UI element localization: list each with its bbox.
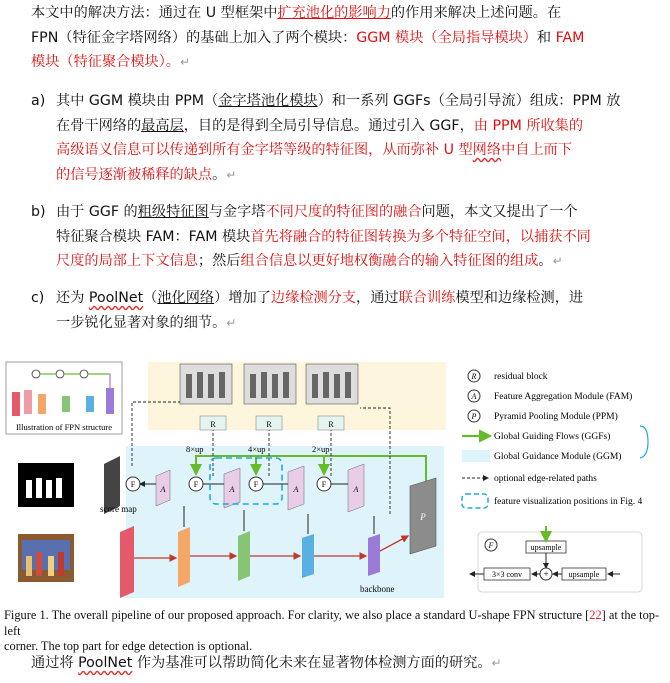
return-mark: ↵ <box>179 55 191 70</box>
fpn-illustration <box>6 362 122 434</box>
pipeline-figure <box>0 346 670 608</box>
fpn-caption: Illustration of FPN structure <box>15 422 113 432</box>
ggm-panel <box>126 446 444 598</box>
svg-text:Global Guidance Module (GGM): Global Guidance Module (GGM) <box>494 452 622 462</box>
svg-text:A: A <box>471 392 477 401</box>
svg-text:F: F <box>321 480 327 489</box>
item-b-label: b) <box>31 204 46 220</box>
item-a-label: a) <box>31 93 46 109</box>
svg-text:R: R <box>471 372 477 381</box>
up2-label: 2×up <box>312 444 330 454</box>
figure-caption: Figure 1. The overall pipeline of our proposed approach. For clarity, we also place a standard U-shape FPN structure [22] at the top-left corner. The top part for edge detection is optional. <box>4 608 660 653</box>
up8-label: 8×up <box>186 444 204 454</box>
svg-text:Pyramid Pooling Module (PPM): Pyramid Pooling Module (PPM) <box>494 412 618 422</box>
item-c-label: c) <box>31 290 45 306</box>
backbone-label: backbone <box>360 584 395 594</box>
svg-text:R: R <box>210 420 216 429</box>
svg-text:F: F <box>193 480 199 489</box>
svg-text:A: A <box>353 485 359 494</box>
fam-detail <box>470 526 642 592</box>
svg-text:upsample: upsample <box>568 570 600 579</box>
svg-text:P: P <box>471 412 477 421</box>
svg-text:A: A <box>293 485 299 494</box>
residual-blocks <box>200 416 344 430</box>
up4-label: 4×up <box>248 444 266 454</box>
svg-text:F: F <box>253 480 259 489</box>
svg-text:P: P <box>420 512 426 522</box>
svg-text:Feature Aggregation Module (FA: Feature Aggregation Module (FAM) <box>494 392 633 402</box>
intro-paragraph: 本文中的解决方法：通过在 U 型框架中扩充池化的影响力的作用来解决上述问题。在 FPN（特征金字塔网络）的基础上加入了两个模块：GGM 模块（全局指导模块）和 FAM 模块（特征聚合模块）。↵ <box>31 5 585 71</box>
svg-text:R: R <box>266 420 272 429</box>
legend <box>462 370 648 508</box>
svg-text:F: F <box>130 480 136 489</box>
svg-text:Global Guiding Flows (GGFs): Global Guiding Flows (GGFs) <box>494 432 611 442</box>
svg-text:upsample: upsample <box>530 543 562 552</box>
svg-text:R: R <box>328 420 334 429</box>
svg-text:A: A <box>229 485 235 494</box>
svg-text:feature visualization position: feature visualization positions in Fig. 4 <box>494 497 643 507</box>
highlight-pooling: 扩充池化的影响力 <box>277 5 391 21</box>
score-map-label: score map <box>100 504 137 514</box>
svg-text:A: A <box>160 485 166 494</box>
item-a-text: 其中 GGM 模块由 PPM（金字塔池化模块）和一系列 GGFs（全局引导流）组成：PPM 放 在骨干网络的最高层，目的是得到全局引导信息。通过引入 GGF，由 PPM 所收集的 高级语义信息可以传递到所有金字塔等级的特征图，从而弥补 U 型网络中自上而下 的信号逐渐被稀释的缺点。↵ <box>56 93 621 183</box>
svg-text:optional edge-related paths: optional edge-related paths <box>494 474 597 484</box>
svg-text:3×3 conv: 3×3 conv <box>491 570 523 579</box>
item-b-text: 由于 GGF 的粗级特征图与金字塔不同尺度的特征图的融合问题，本文又提出了一个 特征聚合模块 FAM：FAM 模块首先将融合的特征图转换为多个特征空间，以捕获不同 尺度的局部上下文信息；然后组合信息以更好地权衡融合的输入特征图的组成。↵ <box>56 204 591 270</box>
item-c-text: 还为 PoolNet（池化网络）增加了边缘检测分支，通过联合训练模型和边缘检测，进 一步锐化显著对象的细节。↵ <box>56 290 584 331</box>
conclusion-paragraph: 通过将 PoolNet 作为基准可以帮助简化未来在显著物体检测方面的研究。↵ <box>31 655 502 671</box>
svg-text:F: F <box>488 541 494 550</box>
svg-text:residual block: residual block <box>494 372 548 382</box>
svg-text:+: + <box>543 569 549 579</box>
citation-ref[interactable]: 22 <box>589 608 602 622</box>
